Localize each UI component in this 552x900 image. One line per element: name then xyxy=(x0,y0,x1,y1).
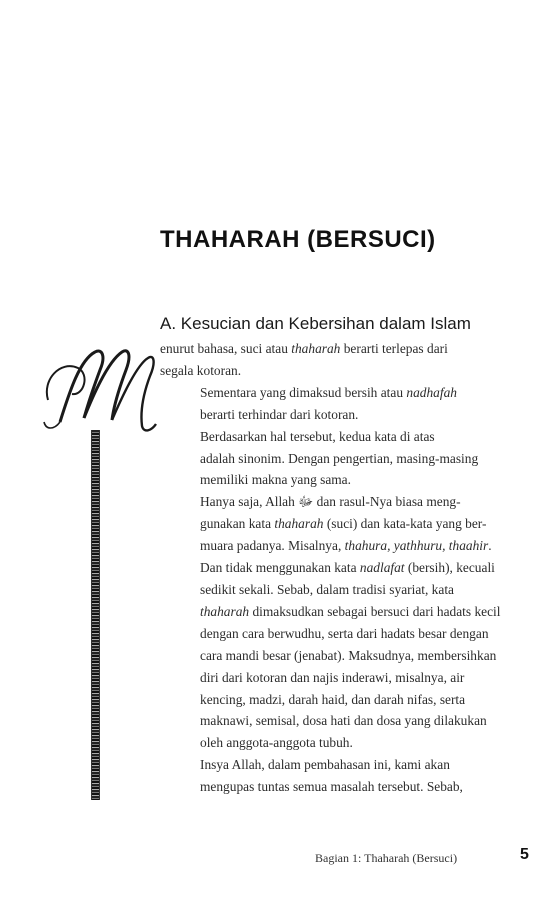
italic-term: thaharah xyxy=(291,341,341,356)
text-line xyxy=(160,776,532,798)
text-line xyxy=(160,360,532,382)
text-line xyxy=(160,426,532,448)
italic-term: thahura, yathhuru, thaahir xyxy=(344,538,489,554)
paragraph xyxy=(160,754,532,798)
text-run: Dan tidak menggunakan kata xyxy=(200,560,360,576)
paragraph xyxy=(160,491,532,754)
text-line xyxy=(160,689,532,711)
text-line xyxy=(160,491,532,513)
chapter-title: THAHARAH (BERSUCI) xyxy=(160,226,436,253)
text-line xyxy=(160,710,532,732)
text-line xyxy=(160,645,532,667)
text-line xyxy=(160,754,532,776)
text-run: Hanya saja, Allah ﷻ dan rasul-Nya biasa meng- xyxy=(200,494,461,510)
text-run: muara padanya. Misalnya, xyxy=(200,538,345,554)
section-heading: A. Kesucian dan Kebersihan dalam Islam xyxy=(160,314,471,333)
text-run: dengan cara berwudhu, serta dari hadats besar dengan xyxy=(200,625,489,641)
text-line xyxy=(160,579,532,601)
running-footer-title: Bagian 1: Thaharah (Bersuci) xyxy=(315,851,458,865)
text-run: kencing, madzi, darah haid, dan darah nifas, serta xyxy=(200,691,466,707)
decorative-vertical-ornament xyxy=(91,430,100,800)
paragraph xyxy=(160,382,532,426)
text-run: . xyxy=(488,538,492,554)
text-run: memiliki makna yang sama. xyxy=(200,472,351,488)
decorative-dropcap xyxy=(40,330,160,440)
text-run: (bersih), kecuali xyxy=(404,560,495,576)
text-run: berarti terlepas dari xyxy=(340,341,448,356)
text-run: Sementara yang dimaksud bersih atau xyxy=(200,384,407,400)
text-line xyxy=(160,732,532,754)
text-run: mengupas tuntas semua masalah tersebut. Sebab, xyxy=(200,779,463,795)
text-line xyxy=(160,601,532,623)
italic-term: nadlafat xyxy=(359,560,405,576)
text-run: Insya Allah, dalam pembahasan ini, kami akan xyxy=(200,757,450,773)
text-run: dimaksudkan sebagai bersuci dari hadats kecil xyxy=(249,603,501,619)
text-run: gunakan kata xyxy=(200,516,275,532)
italic-term: thaharah xyxy=(274,516,324,532)
text-line xyxy=(160,404,532,426)
text-run: cara mandi besar (jenabat). Maksudnya, membersihkan xyxy=(200,647,497,663)
italic-term: thaharah xyxy=(200,603,250,619)
body-text xyxy=(160,338,532,798)
text-run: diri dari kotoran dan najis inderawi, misalnya, air xyxy=(200,669,465,685)
page-number: 5 xyxy=(520,846,529,863)
text-run: (suci) dan kata-kata yang ber- xyxy=(323,516,487,532)
text-run: enurut bahasa, suci atau xyxy=(160,341,292,356)
text-run: adalah sinonim. Dengan pengertian, masing-masing xyxy=(200,450,479,466)
italic-term: nadhafah xyxy=(406,384,457,400)
text-line xyxy=(160,667,532,689)
text-line xyxy=(160,623,532,645)
text-line xyxy=(160,338,532,360)
dropcap-letter: M xyxy=(40,330,41,331)
text-run: berarti terhindar dari kotoran. xyxy=(200,406,359,422)
text-run: oleh anggota-anggota tubuh. xyxy=(200,735,353,751)
text-line xyxy=(160,448,532,470)
text-line xyxy=(160,513,532,535)
text-run: sedikit sekali. Sebab, dalam tradisi syariat, kata xyxy=(200,581,454,597)
text-line xyxy=(160,557,532,579)
text-line xyxy=(160,382,532,404)
text-run: maknawi, semisal, dosa hati dan dosa yang dilakukan xyxy=(200,713,487,729)
text-line xyxy=(160,469,532,491)
paragraph xyxy=(160,426,532,492)
text-run: Berdasarkan hal tersebut, kedua kata di atas xyxy=(200,428,435,444)
paragraph xyxy=(160,338,532,382)
text-run: segala kotoran. xyxy=(160,362,242,378)
text-line xyxy=(160,535,532,557)
